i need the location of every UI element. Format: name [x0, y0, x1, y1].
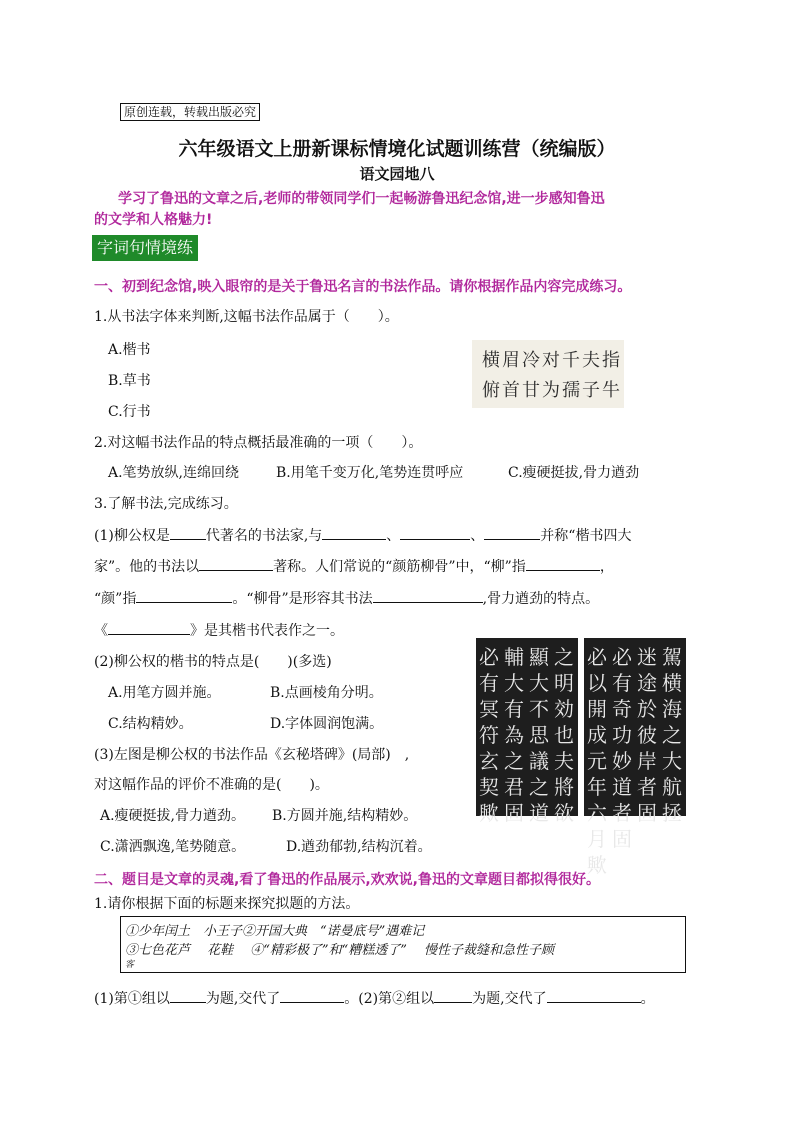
- text: 、: [386, 528, 401, 544]
- q3-sub3-line2: 对这幅作品的评价不准确的是( )。: [94, 777, 329, 793]
- q3-sub2-option-c: C.结构精妙。: [108, 716, 193, 732]
- q3-sub1-line1: [94, 525, 631, 545]
- q1-option-a: A.楷书: [108, 342, 151, 358]
- stele-column: 駕横海之大航拯: [662, 645, 682, 825]
- blank[interactable]: [484, 525, 540, 540]
- q2-option-c: C.瘦硬挺拔,骨力遒劲: [508, 465, 640, 481]
- stele-column: 顯大不思議之道: [529, 645, 549, 825]
- stele-column: 之明効也夫將欲: [554, 645, 574, 825]
- stele-column: 必有冥符玄契歟: [479, 645, 499, 825]
- copyright-notice: 原创连载，转载出版必究: [120, 103, 260, 121]
- titles-row-3: 客: [125, 960, 135, 970]
- stele-column: 輔大有為之君固: [504, 645, 524, 825]
- text: 为题,交代了: [205, 991, 281, 1007]
- titles-row-2: ③七色花芦 花鞋 ④“精彩极了”和“糟糕透了” 慢性子裁缝和急性子顾: [125, 943, 554, 958]
- text: 并称“楷书四大: [540, 528, 632, 544]
- part1-heading: 一、初到纪念馆,映入眼帘的是关于鲁迅名言的书法作品。请你根据作品内容完成练习。: [94, 279, 632, 295]
- part2-heading: 二、题目是文章的灵魂,看了鲁迅的作品展示,欢欢说,鲁迅的文章题目都拟得很好。: [94, 872, 600, 888]
- q3-sub3-option-a: A.瘦硬挺拔,骨力遒劲。: [100, 808, 246, 824]
- q1-option-b: B.草书: [108, 373, 151, 389]
- calligraphy-image: [472, 340, 624, 408]
- calligraphy-line-1: 横眉冷对千夫指: [482, 350, 622, 371]
- stele-rubbing-right: [584, 638, 686, 877]
- blank[interactable]: [170, 988, 206, 1003]
- intro-line-1: 学习了鲁迅的文章之后,老师的带领同学们一起畅游鲁迅纪念馆,进一步感知鲁迅: [118, 191, 605, 207]
- blank[interactable]: [400, 525, 470, 540]
- page-subtitle: 语文园地八: [359, 165, 435, 183]
- text: 。(2)第②组以: [344, 991, 435, 1007]
- q3-sub3-line1: (3)左图是柳公权的书法作品《玄秘塔碑》(局部) ,: [94, 747, 410, 763]
- q3-sub2-option-a: A.用笔方圆并施。: [108, 685, 221, 701]
- titles-row-1: ①少年闰土 小王子②开国大典 “诺曼底号”遇难记: [125, 924, 425, 939]
- q2-option-b: B.用笔千变万化,笔势连贯呼应: [276, 465, 464, 481]
- text: (1)柳公权是: [94, 528, 170, 544]
- titles-box: [120, 916, 686, 973]
- text: (1)第①组以: [94, 991, 170, 1007]
- q3-sub2-option-b: B.点画棱角分明。: [270, 685, 383, 701]
- section-label: 字词句情境练: [92, 235, 198, 261]
- blank[interactable]: [547, 988, 641, 1003]
- blank[interactable]: [322, 525, 386, 540]
- calligraphy-line-2: 俯首甘为孺子牛: [482, 380, 622, 401]
- stele-column: 必以開成元年六月歟: [587, 645, 607, 877]
- q2-option-a: A.笔势放纵,连绵回绕: [108, 465, 240, 481]
- stele-column: 必有奇功妙道者固: [612, 645, 632, 851]
- intro-line-2: 的文学和人格魅力!: [94, 212, 213, 228]
- text: 为题,交代了: [472, 991, 547, 1007]
- stele-rubbing-left: [476, 638, 578, 825]
- text: 。“柳骨”是形容其书法: [232, 591, 373, 607]
- q3-sub1-line2: [94, 556, 614, 576]
- text: 。: [640, 991, 655, 1007]
- text: “颜”指: [94, 591, 137, 607]
- q3-sub1-line3: [94, 588, 599, 608]
- text: 家”。他的书法以: [94, 559, 200, 575]
- blank[interactable]: [280, 988, 344, 1003]
- blank[interactable]: [526, 556, 600, 571]
- q3-sub2-stem: (2)柳公权的楷书的特点是( )(多选): [94, 654, 332, 670]
- text: ,骨力遒劲的特点。: [482, 591, 600, 607]
- q3-sub1-line4: [94, 620, 344, 640]
- blank[interactable]: [170, 525, 206, 540]
- blank[interactable]: [373, 588, 483, 603]
- text: 《: [94, 623, 108, 639]
- page-title: 六年级语文上册新课标情境化试题训练营（统编版）: [178, 138, 616, 160]
- text: ，: [599, 559, 614, 575]
- q3-sub3-option-c: C.潇洒飘逸,笔势随意。: [100, 839, 246, 855]
- q3-sub3-option-b: B.方圆并施,结构精妙。: [272, 808, 418, 824]
- blank[interactable]: [199, 556, 273, 571]
- part2-q1-stem: 1.请你根据下面的标题来探究拟题的方法。: [94, 896, 360, 912]
- q3-sub3-option-d: D.遒劲郁勃,结构沉着。: [286, 839, 432, 855]
- blank[interactable]: [108, 620, 190, 635]
- part2-answer-line: [94, 988, 655, 1008]
- q1-stem: 1.从书法字体来判断,这幅书法作品属于（ ）。: [94, 309, 399, 325]
- q2-stem: 2.对这幅书法作品的特点概括最准确的一项（ ）。: [94, 435, 423, 451]
- text: 代著名的书法家,与: [205, 528, 323, 544]
- text: 》是其楷书代表作之一。: [190, 623, 344, 639]
- text: 、: [470, 528, 485, 544]
- stele-column: 迷途於彼岸者固: [637, 645, 657, 825]
- blank[interactable]: [434, 988, 472, 1003]
- text: 著称。人们常说的“颜筋柳骨”中，“柳”指: [273, 559, 526, 575]
- q3-stem: 3.了解书法,完成练习。: [94, 496, 238, 512]
- q3-sub2-option-d: D.字体圆润饱满。: [270, 716, 384, 732]
- blank[interactable]: [136, 588, 232, 603]
- q1-option-c: C.行书: [108, 404, 151, 420]
